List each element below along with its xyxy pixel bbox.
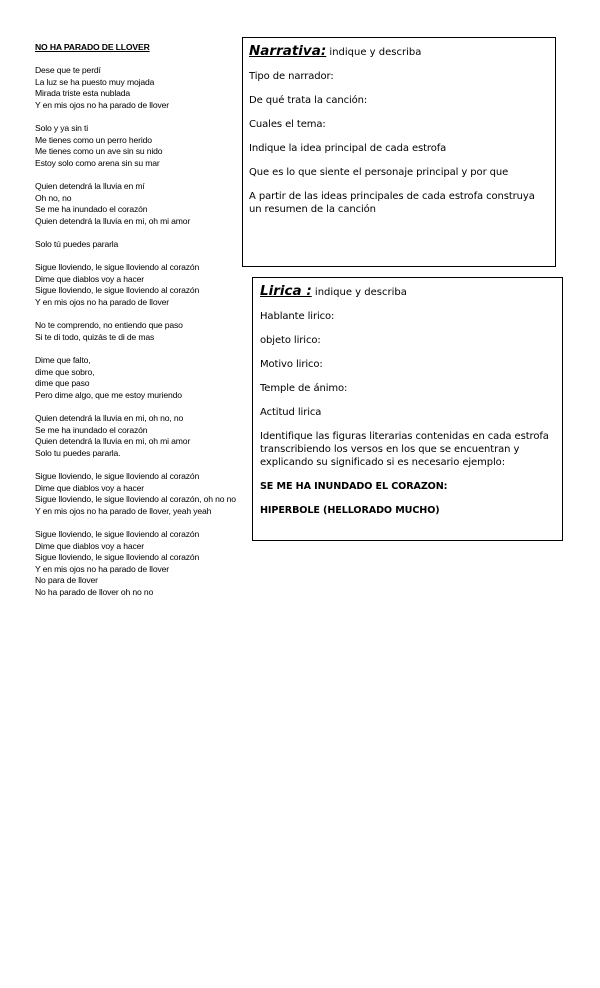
lyric-line: Se me ha inundado el corazón [35, 204, 148, 215]
lirica-question: Temple de ánimo: [260, 383, 348, 394]
stanza [35, 65, 275, 111]
stanza [35, 239, 275, 251]
lyric-line: Sigue lloviendo, le sigue lloviendo al corazón [35, 552, 200, 563]
lyric-line: dime que paso [35, 378, 90, 389]
narrativa-question: A partir de las ideas principales de cada estrofa construya un resumen de la canción [249, 191, 535, 215]
lyric-line: Oh no, no [35, 192, 72, 203]
lyric-line: Me tienes como un perro herido [35, 134, 152, 145]
lyric-line: Solo tú puedes pararla [35, 239, 119, 250]
narrativa-heading [249, 44, 549, 60]
lyric-line: Solo y ya sin ti [35, 123, 89, 134]
lyric-line: Y en mis ojos no ha parado de llover [35, 297, 169, 308]
stanza [35, 123, 275, 169]
lyric-line: No para de llover [35, 575, 98, 586]
stanza [35, 262, 275, 308]
lyric-line: Me tienes como un ave sin su nido [35, 146, 163, 157]
lyric-line: Sigue lloviendo, le sigue lloviendo al corazón [35, 285, 200, 296]
lyric-line: No ha parado de llover oh no no [35, 586, 154, 597]
lirica-example-verse: SE ME HA INUNDADO EL CORAZON: [260, 481, 448, 492]
lirica-question: objeto lirico: [260, 335, 321, 346]
lirica-heading [260, 284, 555, 300]
narrativa-question: Tipo de narrador: [249, 71, 334, 82]
lyric-line: Pero dime algo, que me estoy muriendo [35, 389, 182, 400]
lyric-line: dime que sobro, [35, 366, 95, 377]
lirica-example-figure: HIPERBOLE (HELLORADO MUCHO) [260, 505, 440, 516]
stanza [35, 355, 275, 401]
lyric-line: Sigue lloviendo, le sigue lloviendo al corazón [35, 262, 200, 273]
song-lyrics [35, 42, 275, 610]
stanza [35, 471, 275, 517]
lyric-line: Sigue lloviendo, le sigue lloviendo al corazón, oh no no [35, 494, 236, 505]
lyric-line: Solo tu puedes pararla. [35, 447, 121, 458]
lyric-line: Sigue lloviendo, le sigue lloviendo al corazón [35, 528, 200, 539]
stanza [35, 181, 275, 227]
lirica-question: Hablante lirico: [260, 311, 335, 322]
lyric-line: Mirada triste esta nublada [35, 88, 130, 99]
lyric-line: Y en mis ojos no ha parado de llover [35, 99, 169, 110]
narrativa-title: Narrativa: [249, 43, 327, 59]
lyric-line: Quien detendrá la lluvia en mi, oh no, no [35, 413, 184, 423]
lyric-line: Dime que falto, [35, 355, 91, 366]
stanza [35, 413, 275, 459]
lyric-line: Quien detendrá la lluvia en mi, oh mi amor [35, 215, 191, 226]
lirica-question: Actitud lirica [260, 407, 322, 418]
lyric-line: La luz se ha puesto muy mojada [35, 76, 155, 87]
narrativa-question: De qué trata la canción: [249, 95, 368, 106]
lyric-line: Quien detendrá la lluvia en mí [35, 181, 145, 192]
narrativa-question: Indique la idea principal de cada estrofa [249, 143, 447, 154]
lirica-title: Lirica : [260, 283, 312, 299]
lyric-line: Dime que diablos voy a hacer [35, 540, 145, 551]
lyric-line: Y en mis ojos no ha parado de llover, yeah yeah [35, 505, 212, 516]
lyric-line: Dime que diablos voy a hacer [35, 273, 145, 284]
narrativa-question: Cuales el tema: [249, 119, 326, 130]
stanza [35, 320, 275, 343]
lyric-line: Estoy solo como arena sin su mar [35, 157, 160, 168]
stanza [35, 529, 275, 599]
lirica-question: Motivo lirico: [260, 359, 323, 370]
lirica-box [252, 277, 563, 541]
lyric-line: Sigue lloviendo, le sigue lloviendo al corazón [35, 470, 200, 481]
lyric-line: Si te di todo, quizás te di de mas [35, 331, 155, 342]
lyric-line: Y en mis ojos no ha parado de llover [35, 563, 169, 574]
lyric-line: Se me ha inundado el corazón [35, 424, 148, 435]
lyric-line: Quien detendrá la lluvia en mi, oh mi amor [35, 436, 191, 447]
narrativa-box [242, 37, 556, 267]
lirica-subtitle: indique y describa [311, 287, 407, 298]
narrativa-subtitle: indique y describa [326, 47, 422, 58]
song-title: NO HA PARADO DE LLOVER [35, 42, 150, 52]
lyric-line: No te comprendo, no entiendo que paso [35, 320, 183, 331]
lirica-question: Identifique las figuras literarias contenidas en cada estrofa transcribiendo los versos en los que se encuentran y explicando su significado si es necesario ejemplo: [260, 431, 549, 468]
narrativa-question: Que es lo que siente el personaje principal y por que [249, 167, 509, 178]
lyric-line: Dese que te perdí [35, 65, 101, 76]
lyric-line: Dime que diablos voy a hacer [35, 482, 145, 493]
